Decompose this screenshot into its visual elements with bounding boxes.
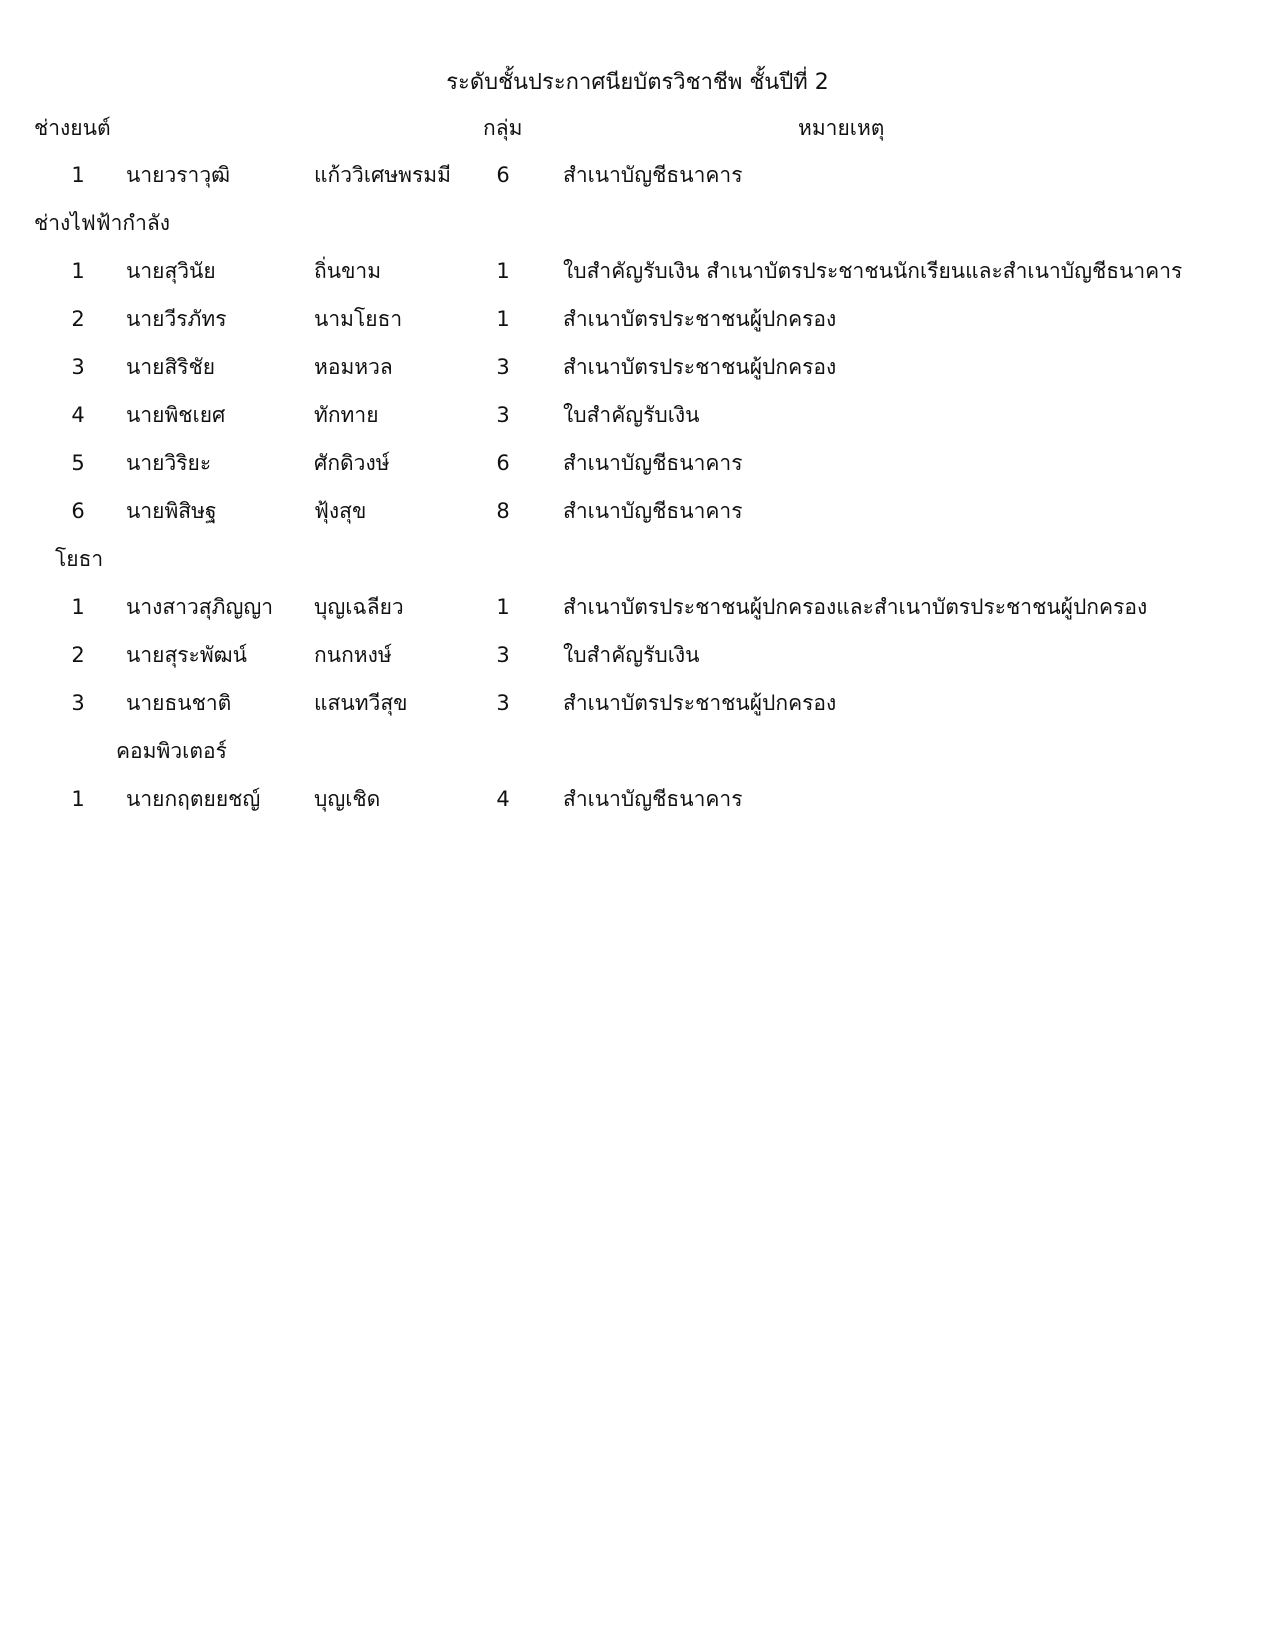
student-first-name: นายพิชเยศ xyxy=(126,403,226,427)
student-last-name: ศักดิวงษ์ xyxy=(314,451,390,475)
section-heading-civil: โยธา xyxy=(55,547,104,571)
student-first-name: นายธนชาติ xyxy=(126,691,232,715)
student-first-name: นายสุระพัฒน์ xyxy=(126,643,247,667)
student-last-name: หอมหวล xyxy=(314,355,393,379)
student-first-name: นายวีรภัทร xyxy=(126,307,227,331)
note-column-header: หมายเหตุ xyxy=(798,116,885,140)
student-note: ใบสำคัญรับเงิน xyxy=(563,403,700,427)
student-first-name: นายสิริชัย xyxy=(126,355,216,379)
section-heading-row xyxy=(0,208,1275,238)
student-group: 3 xyxy=(496,691,510,715)
student-last-name: แก้ววิเศษพรมมี xyxy=(314,163,451,187)
student-group: 1 xyxy=(496,307,510,331)
row-number: 1 xyxy=(71,163,85,187)
student-group: 6 xyxy=(496,163,510,187)
document-title: ระดับชั้นประกาศนียบัตรวิชาชีพ ชั้นปีที่ 2 xyxy=(446,70,829,95)
student-first-name: นายสุวินัย xyxy=(126,259,216,283)
row-number: 1 xyxy=(71,787,85,811)
student-group: 3 xyxy=(496,403,510,427)
student-first-name: นายกฤตยยชญ์ xyxy=(126,787,261,811)
row-number: 3 xyxy=(71,691,85,715)
student-row xyxy=(0,256,1275,286)
student-note: ใบสำคัญรับเงิน สำเนาบัตรประชาชนนักเรียนและสำเนาบัญชีธนาคาร xyxy=(563,259,1183,283)
department-heading-auto: ช่างยนต์ xyxy=(34,116,111,140)
student-last-name: บุญเชิด xyxy=(314,787,381,811)
student-row xyxy=(0,160,1275,190)
row-number: 3 xyxy=(71,355,85,379)
student-group: 8 xyxy=(496,499,510,523)
row-number: 2 xyxy=(71,643,85,667)
student-last-name: ทักทาย xyxy=(314,403,379,427)
row-number: 2 xyxy=(71,307,85,331)
section-heading-row xyxy=(0,544,1275,574)
student-row xyxy=(0,304,1275,334)
student-note: สำเนาบัตรประชาชนผู้ปกครอง xyxy=(563,691,837,715)
student-last-name: ถิ่นขาม xyxy=(314,259,382,283)
student-row xyxy=(0,784,1275,814)
student-note: ใบสำคัญรับเงิน xyxy=(563,643,700,667)
student-row xyxy=(0,448,1275,478)
student-row xyxy=(0,400,1275,430)
student-note: สำเนาบัญชีธนาคาร xyxy=(563,451,743,475)
student-note: สำเนาบัญชีธนาคาร xyxy=(563,787,743,811)
student-last-name: แสนทวีสุข xyxy=(314,691,408,715)
group-column-header: กลุ่ม xyxy=(483,116,523,140)
student-row xyxy=(0,640,1275,670)
row-number: 4 xyxy=(71,403,85,427)
student-first-name: นางสาวสุภิญญา xyxy=(126,595,274,619)
student-group: 3 xyxy=(496,355,510,379)
row-number: 6 xyxy=(71,499,85,523)
student-group: 3 xyxy=(496,643,510,667)
student-note: สำเนาบัตรประชาชนผู้ปกครอง xyxy=(563,307,837,331)
section-heading-row xyxy=(0,736,1275,766)
row-number: 1 xyxy=(71,259,85,283)
student-group: 1 xyxy=(496,595,510,619)
student-last-name: นามโยธา xyxy=(314,307,403,331)
row-number: 1 xyxy=(71,595,85,619)
section-heading-computer: คอมพิวเตอร์ xyxy=(116,739,227,763)
student-row xyxy=(0,592,1275,622)
student-first-name: นายพิสิษฐ xyxy=(126,499,217,523)
student-last-name: บุญเฉลียว xyxy=(314,595,404,619)
column-header-row xyxy=(0,113,1275,143)
student-row xyxy=(0,352,1275,382)
student-group: 1 xyxy=(496,259,510,283)
row-number: 5 xyxy=(71,451,85,475)
student-note: สำเนาบัญชีธนาคาร xyxy=(563,163,743,187)
student-group: 4 xyxy=(496,787,510,811)
student-last-name: ฟุ้งสุข xyxy=(314,499,367,523)
student-last-name: กนกหงษ์ xyxy=(314,643,392,667)
student-group: 6 xyxy=(496,451,510,475)
section-heading-electrical: ช่างไฟฟ้ากำลัง xyxy=(34,211,171,235)
student-row xyxy=(0,688,1275,718)
student-note: สำเนาบัตรประชาชนผู้ปกครองและสำเนาบัตรประชาชนผู้ปกครอง xyxy=(563,595,1148,619)
student-first-name: นายวิริยะ xyxy=(126,451,212,475)
student-note: สำเนาบัญชีธนาคาร xyxy=(563,499,743,523)
student-first-name: นายวราวุฒิ xyxy=(126,163,231,187)
student-row xyxy=(0,496,1275,526)
student-note: สำเนาบัตรประชาชนผู้ปกครอง xyxy=(563,355,837,379)
